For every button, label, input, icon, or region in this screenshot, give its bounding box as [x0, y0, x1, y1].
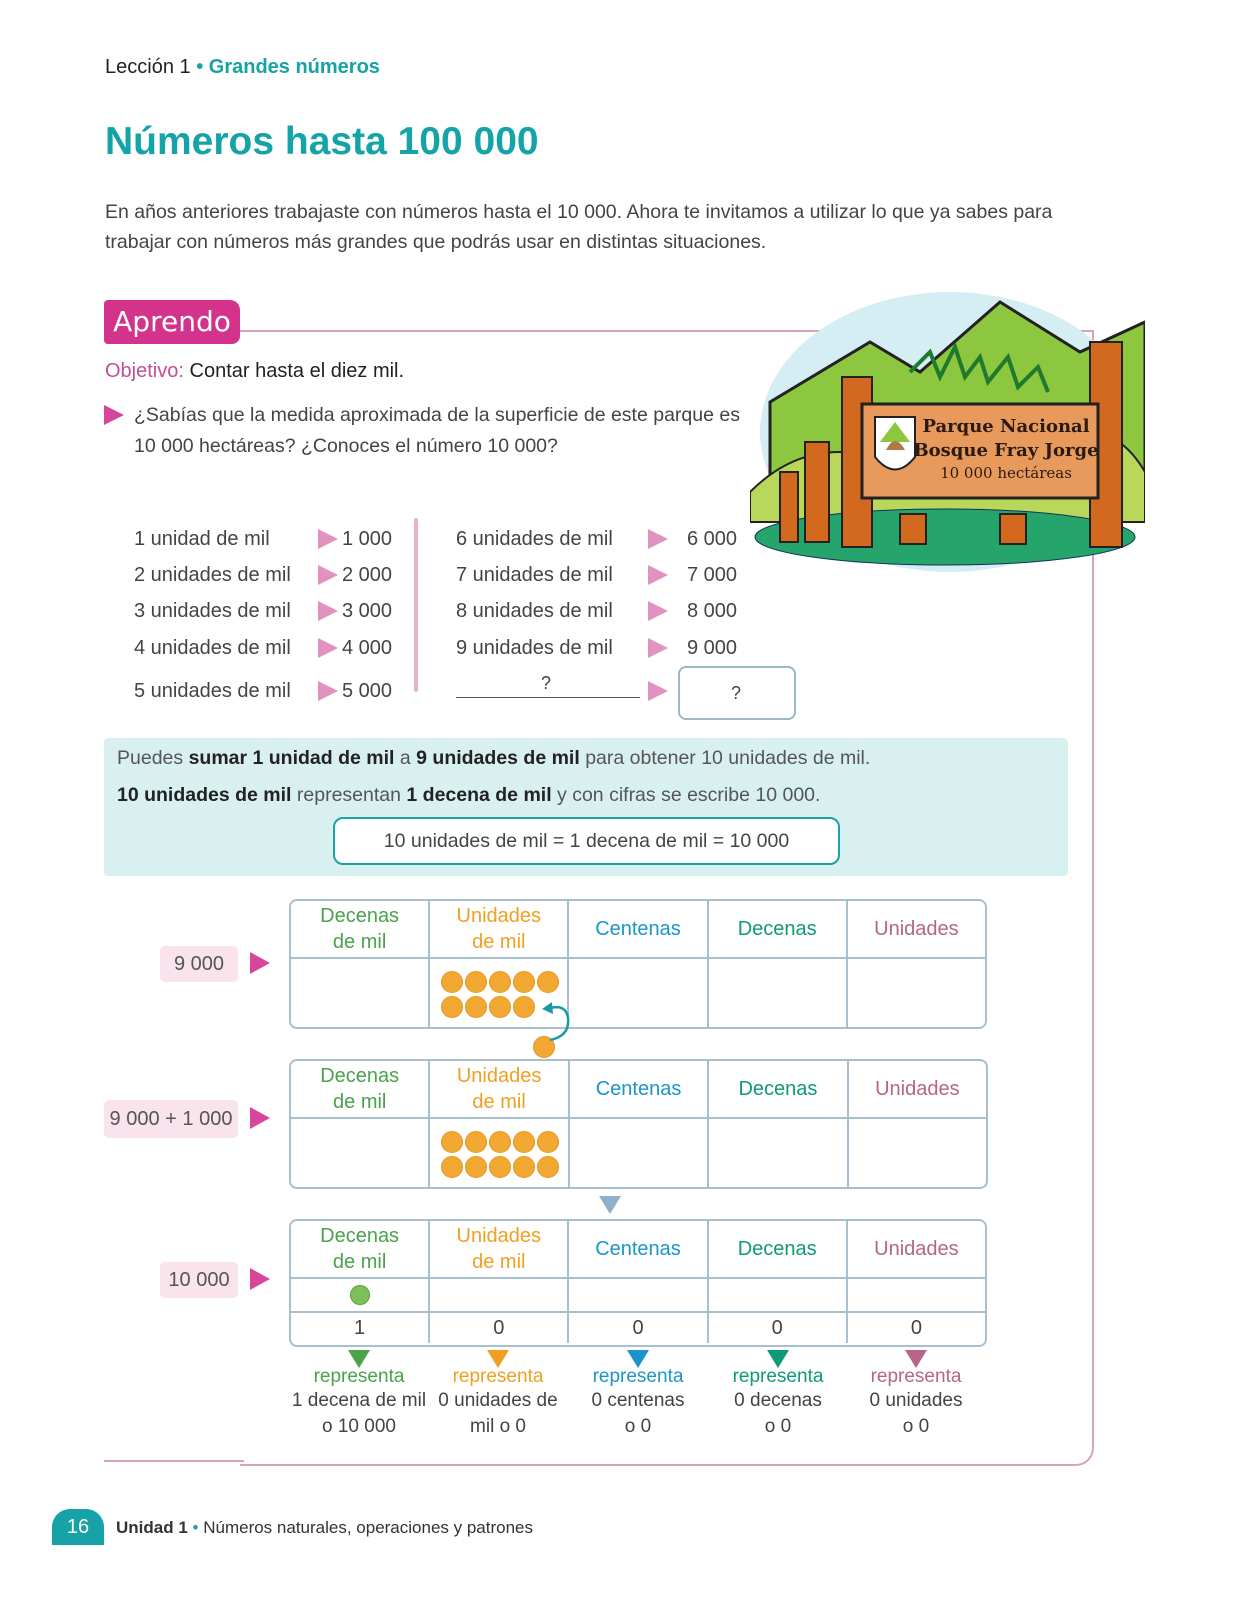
arrow-icon	[648, 681, 668, 701]
represents-desc: 0 unidades	[869, 1390, 963, 1411]
header-line: Decenas	[320, 1225, 400, 1247]
unit-of-thousand-coin	[465, 1156, 487, 1178]
info-text: Puedes	[117, 747, 189, 769]
info-bold: sumar 1 unidad de mil	[188, 747, 395, 769]
objective-label: Objetivo:	[105, 360, 184, 382]
represents-word: representa	[870, 1366, 962, 1387]
header-line: Decenas	[320, 905, 400, 927]
represents-word: representa	[732, 1366, 824, 1387]
header-decenas: Decenas	[709, 901, 848, 957]
unknown-label-mark: ?	[541, 673, 552, 693]
count-label-2: 2 unidades de mil	[134, 564, 291, 586]
header-line: de mil	[472, 1251, 526, 1273]
unit-of-thousand-coin	[513, 1156, 535, 1178]
lesson-number: Lección 1	[105, 56, 191, 78]
represents-desc: o 0	[624, 1416, 652, 1437]
unit-of-thousand-coin	[465, 1131, 487, 1153]
represents-word: representa	[592, 1366, 684, 1387]
header-decenas-de-mil	[291, 901, 430, 957]
represents-um	[428, 1366, 568, 1440]
represents-d	[708, 1366, 848, 1440]
arrow-icon	[250, 1268, 270, 1290]
represents-u	[846, 1366, 986, 1440]
arrow-icon	[318, 638, 338, 658]
row-tag-9000-plus-1000: 9 000 + 1 000	[104, 1100, 238, 1138]
info-text: representan	[291, 784, 407, 806]
header-decenas: Decenas	[709, 1221, 848, 1277]
lesson-topic: Grandes números	[208, 56, 380, 78]
header-line: Unidades	[456, 1065, 542, 1087]
header-centenas: Centenas	[570, 1061, 709, 1117]
aprendo-label: Aprendo	[104, 300, 240, 344]
header-unidades: Unidades	[875, 1078, 960, 1100]
unit-of-thousand-coin	[513, 971, 535, 993]
represents-desc: 0 centenas	[591, 1390, 685, 1411]
header-line: Unidades	[456, 1225, 542, 1247]
count-value-4: 4 000	[342, 637, 393, 659]
footer	[116, 1518, 533, 1538]
objective-text: Contar hasta el diez mil.	[189, 360, 405, 382]
represents-word: representa	[452, 1366, 544, 1387]
park-sign-illustration	[750, 282, 1145, 572]
place-value-table-1	[289, 899, 987, 1029]
header-unidades-de-mil	[430, 1221, 569, 1277]
page-number: 16	[52, 1509, 104, 1545]
info-bold: 10 unidades de mil	[117, 784, 292, 806]
cell-u	[849, 1119, 986, 1187]
digit-d: 0	[709, 1313, 848, 1343]
header-line: Decenas	[320, 1065, 400, 1087]
arrow-icon	[250, 1107, 270, 1129]
header-line: de mil	[472, 931, 526, 953]
header-decenas-de-mil	[291, 1221, 430, 1277]
represents-dm	[289, 1366, 429, 1440]
represents-desc: o 0	[902, 1416, 930, 1437]
count-value-7: 7 000	[687, 564, 738, 586]
header-unidades-de-mil	[430, 1061, 569, 1117]
unit-of-thousand-coin	[465, 971, 487, 993]
header-line: de mil	[333, 1091, 387, 1113]
unit-of-thousand-coin	[441, 996, 463, 1018]
ten-thousand-coin	[350, 1285, 370, 1305]
info-text: para obtener 10 unidades de mil.	[579, 747, 871, 769]
count-label-4: 4 unidades de mil	[134, 637, 291, 659]
info-line-1	[117, 747, 870, 770]
info-line-2	[117, 784, 820, 807]
header-unidades: Unidades	[874, 1238, 959, 1260]
cell-c	[569, 1279, 708, 1311]
unknown-value-mark: ?	[731, 683, 742, 703]
equation-box: 10 unidades de mil = 1 decena de mil = 10 000	[333, 817, 840, 865]
header-unidades: Unidades	[874, 918, 959, 940]
digit-um: 0	[430, 1313, 569, 1343]
park-sign-line1: Parque Nacional	[922, 416, 1090, 437]
bullet-arrow-icon	[104, 405, 124, 425]
represents-c	[568, 1366, 708, 1440]
represents-desc: o 10 000	[322, 1416, 396, 1437]
arrow-icon	[648, 565, 668, 585]
info-bold: 1 decena de mil	[406, 784, 552, 806]
arrow-icon	[648, 638, 668, 658]
footer-separator: •	[192, 1518, 199, 1537]
cell-d	[709, 959, 848, 1027]
lesson-separator: •	[196, 56, 204, 78]
cell-u	[848, 1279, 985, 1311]
count-value-6: 6 000	[687, 528, 738, 550]
count-label-1: 1 unidad de mil	[134, 528, 270, 550]
cell-um	[430, 1279, 569, 1311]
arrow-icon	[250, 952, 270, 974]
header-unidades-de-mil	[430, 901, 569, 957]
unit-of-thousand-coin	[489, 1131, 511, 1153]
unit-of-thousand-coin	[537, 971, 559, 993]
arrow-icon	[648, 601, 668, 621]
lesson-header	[105, 56, 380, 79]
unit-of-thousand-coin	[441, 1156, 463, 1178]
arrow-icon	[318, 601, 338, 621]
place-value-table-3	[289, 1219, 987, 1347]
unit-of-thousand-coin	[513, 996, 535, 1018]
footer-unit: Unidad 1	[116, 1518, 188, 1537]
cell-um	[430, 1119, 569, 1187]
digit-c: 0	[569, 1313, 708, 1343]
represents-word: representa	[313, 1366, 405, 1387]
cell-dm	[291, 959, 430, 1027]
count-value-8: 8 000	[687, 600, 738, 622]
count-label-5: 5 unidades de mil	[134, 680, 291, 702]
aprendo-frame-bottom	[104, 1460, 244, 1462]
cell-dm	[291, 1279, 430, 1311]
info-bold: 9 unidades de mil	[416, 747, 580, 769]
represents-desc: 0 decenas	[734, 1390, 822, 1411]
row-tag-9000: 9 000	[160, 946, 238, 982]
question-text: ¿Sabías que la medida aproximada de la superficie de este parque es 10 000 hectáreas? ¿Conoces el número 10 000?	[134, 404, 740, 457]
represents-desc: o 0	[764, 1416, 792, 1437]
count-label-3: 3 unidades de mil	[134, 600, 291, 622]
unit-of-thousand-coin	[537, 1131, 559, 1153]
row-tag-10000: 10 000	[160, 1262, 238, 1298]
unknown-label-blank	[456, 697, 640, 698]
arrow-icon	[318, 681, 338, 701]
header-decenas: Decenas	[709, 1061, 848, 1117]
header-line: de mil	[472, 1091, 526, 1113]
cell-c	[570, 1119, 709, 1187]
unit-of-thousand-coin	[537, 1156, 559, 1178]
represents-desc: 1 decena de mil	[291, 1390, 427, 1411]
intro-paragraph: En años anteriores trabajaste con números hasta el 10 000. Ahora te invitamos a utilizar lo que ya sabes para trabajar con números más grandes que podrás usar en distintas situaciones.	[105, 201, 1053, 253]
count-label-6: 6 unidades de mil	[456, 528, 613, 550]
header-centenas: Centenas	[569, 901, 708, 957]
cell-d	[709, 1119, 848, 1187]
header-line: de mil	[332, 1251, 387, 1273]
count-label-7: 7 unidades de mil	[456, 564, 613, 586]
cell-u	[848, 959, 985, 1027]
unit-of-thousand-coin	[441, 1131, 463, 1153]
count-value-3: 3 000	[342, 600, 393, 622]
count-value-1: 1 000	[342, 528, 393, 550]
arrow-icon	[318, 529, 338, 549]
unit-of-thousand-coin	[513, 1131, 535, 1153]
objective	[105, 360, 404, 383]
count-label-9: 9 unidades de mil	[456, 637, 613, 659]
unit-of-thousand-coin	[441, 971, 463, 993]
digit-dm: 1	[291, 1313, 430, 1343]
count-value-5: 5 000	[342, 680, 393, 702]
down-arrow-icon	[599, 1196, 621, 1214]
page-title: Números hasta 100 000	[105, 120, 539, 163]
arrow-icon	[648, 529, 668, 549]
count-label-8: 8 unidades de mil	[456, 600, 613, 622]
count-value-2: 2 000	[342, 564, 393, 586]
park-sign-line3: 10 000 hectáreas	[940, 464, 1072, 482]
header-line: de mil	[332, 931, 387, 953]
counting-divider	[414, 518, 418, 692]
unit-of-thousand-coin	[489, 971, 511, 993]
cell-d	[709, 1279, 848, 1311]
represents-desc: 0 unidades de	[438, 1390, 558, 1411]
park-sign-line2: Bosque Fray Jorge	[913, 440, 1099, 461]
footer-text: Números naturales, operaciones y patrones	[203, 1518, 534, 1537]
cell-dm	[291, 1119, 430, 1187]
header-decenas-de-mil	[291, 1061, 430, 1117]
place-value-table-2	[289, 1059, 988, 1189]
count-value-9: 9 000	[687, 637, 738, 659]
cell-c	[569, 959, 708, 1027]
unit-of-thousand-coin	[489, 996, 511, 1018]
header-centenas: Centenas	[569, 1221, 708, 1277]
arrow-icon	[318, 565, 338, 585]
info-text: a	[394, 747, 417, 769]
represents-desc: mil o 0	[470, 1416, 526, 1437]
digit-u: 0	[910, 1317, 922, 1339]
header-line: Unidades	[456, 905, 542, 927]
unit-of-thousand-coin	[465, 996, 487, 1018]
info-text: y con cifras se escribe 10 000.	[551, 784, 821, 806]
unit-of-thousand-coin	[489, 1156, 511, 1178]
curved-arrow-icon	[536, 998, 576, 1046]
